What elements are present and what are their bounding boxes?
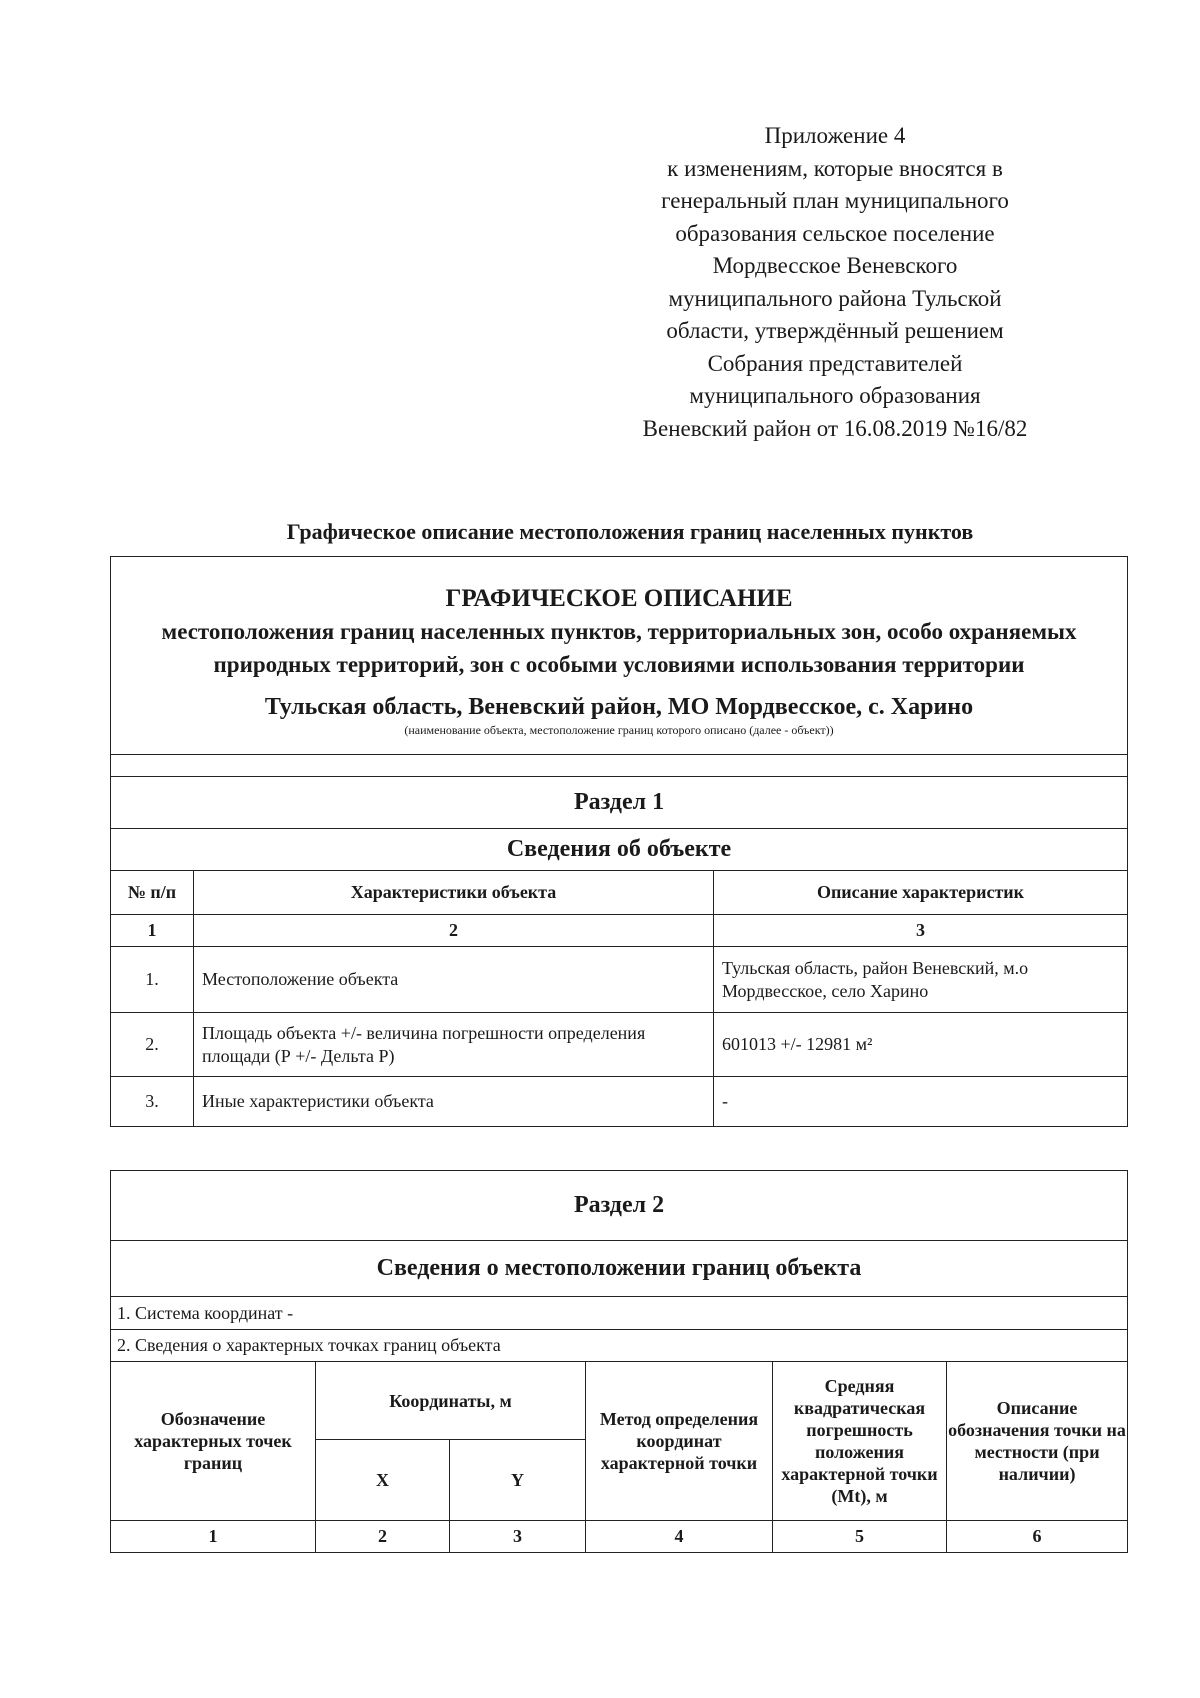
row-characteristic: Местоположение объекта [194, 947, 714, 1013]
header-designation: Обозначение характерных точек границ [111, 1362, 316, 1521]
header-coordinates: Координаты, м [316, 1362, 586, 1440]
header-error: Средняя квадратическая погрешность положения характерной точки (Mt), м [773, 1362, 947, 1521]
appendix-line: к изменениям, которые вносятся в [667, 155, 1003, 181]
col-number: 3 [450, 1521, 586, 1553]
col-number: 3 [714, 915, 1128, 947]
col-number: 6 [947, 1521, 1128, 1553]
appendix-line: области, утверждённый решением [666, 318, 1004, 343]
row-characteristic: Площадь объекта +/- величина погрешности определения площади (Р +/- Дельта Р) [194, 1013, 714, 1077]
appendix-line: Собрания представителей [707, 350, 963, 376]
col-number: 2 [194, 915, 714, 947]
object-note: (наименование объекта, местоположение границ которого описано (далее - объект)) [404, 722, 834, 737]
header-y: Y [450, 1440, 586, 1521]
appendix-line: Мордвесское Веневского [712, 253, 958, 278]
section2-table [110, 1170, 1128, 1553]
table-row [111, 1077, 1128, 1127]
col-header-description: Описание характеристик [714, 871, 1128, 915]
header-description: Описание обозначения точки на местности (при наличии) [947, 1362, 1128, 1521]
section1-subtitle: Сведения об объекте [111, 829, 1128, 871]
appendix-line: образования сельское поселение [675, 220, 995, 246]
row-characteristic: Иные характеристики объекта [194, 1077, 714, 1127]
table-row [111, 947, 1128, 1013]
section2-subtitle: Сведения о местоположении границ объекта [111, 1241, 1128, 1297]
appendix-block [590, 120, 1080, 445]
points-info: 2. Сведения о характерных точках границ объекта [111, 1330, 1128, 1362]
section1-title: Раздел 1 [111, 777, 1128, 829]
header-method: Метод определения координат характерной точки [586, 1362, 773, 1521]
object-location-title: Тульская область, Веневский район, МО Мордвесское, с. Харино [264, 693, 974, 720]
coord-system: 1. Система координат - [111, 1297, 1128, 1330]
row-num: 1. [111, 947, 194, 1013]
col-header-num: № п/п [111, 871, 194, 915]
col-header-characteristic: Характеристики объекта [194, 871, 714, 915]
row-description: 601013 +/- 12981 м² [714, 1013, 1128, 1077]
header-x: X [316, 1440, 450, 1521]
section2-title: Раздел 2 [111, 1171, 1128, 1241]
appendix-line: муниципального района Тульской [668, 285, 1002, 311]
title-main: ГРАФИЧЕСКОЕ ОПИСАНИЕ [445, 584, 793, 612]
row-description: - [714, 1077, 1128, 1127]
table-row [111, 1013, 1128, 1077]
appendix-line: муниципального образования [689, 383, 981, 408]
row-num: 3. [111, 1077, 194, 1127]
appendix-line: генеральный план муниципального [661, 188, 1009, 213]
appendix-line: Веневский район от 16.08.2019 №16/82 [642, 415, 1028, 441]
title-subtitle: местоположения границ населенных пунктов, территориальных зон, особо охраняемых природных территорий, зон с особыми условиями использования территории [161, 618, 1077, 677]
col-number: 5 [773, 1521, 947, 1553]
section1-table [110, 556, 1128, 1127]
col-number: 2 [316, 1521, 450, 1553]
row-num: 2. [111, 1013, 194, 1077]
spacer-row [111, 755, 1128, 777]
document-heading: Графическое описание местоположения границ населенных пунктов [286, 519, 974, 544]
col-number: 1 [111, 915, 194, 947]
title-block [111, 557, 1128, 755]
col-number: 1 [111, 1521, 316, 1553]
col-number: 4 [586, 1521, 773, 1553]
row-description: Тульская область, район Веневский, м.о Мордвесское, село Харино [714, 947, 1128, 1013]
appendix-line: Приложение 4 [764, 123, 906, 148]
